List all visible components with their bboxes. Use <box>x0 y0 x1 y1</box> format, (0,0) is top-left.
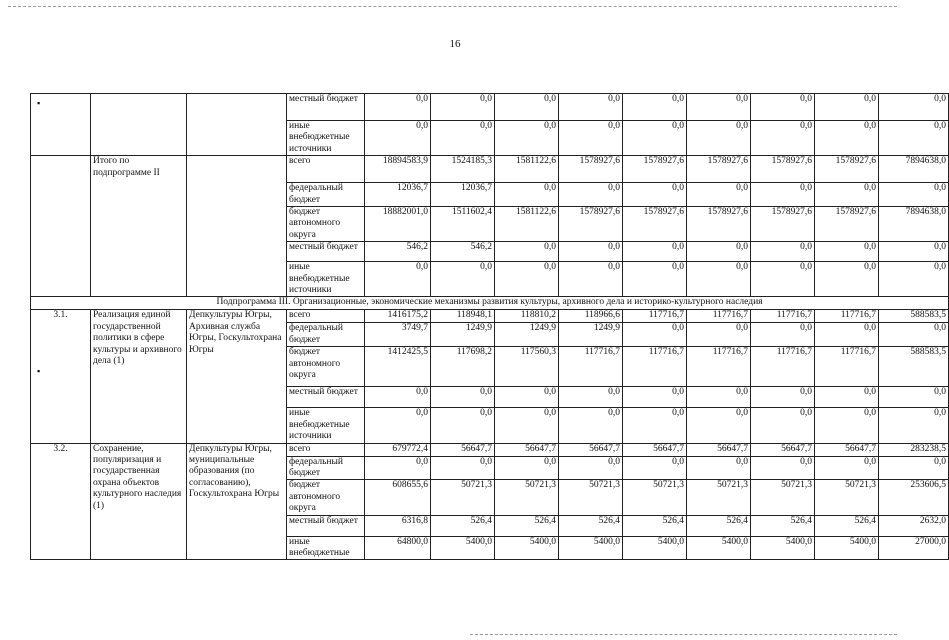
total-value-cell: 253606,5 <box>879 480 949 515</box>
value-cell: 0,0 <box>815 242 879 262</box>
value-cell: 0,0 <box>687 456 751 480</box>
funding-source-cell: иные внебюджетные источники <box>287 262 365 297</box>
funding-source-cell: иные внебюджетные источники <box>287 408 365 443</box>
name-cell: Реализация единой государственной политики в сфере культуры и архивного дела (1) <box>91 310 187 443</box>
value-cell: 0,0 <box>687 387 751 408</box>
value-cell: 0,0 <box>623 94 687 121</box>
value-cell: 0,0 <box>751 242 815 262</box>
value-cell: 0,0 <box>559 456 623 480</box>
value-cell: 0,0 <box>815 183 879 207</box>
total-value-cell: 0,0 <box>879 408 949 443</box>
value-cell: 0,0 <box>365 408 431 443</box>
value-cell: 0,0 <box>365 94 431 121</box>
value-cell: 0,0 <box>495 242 559 262</box>
value-cell: 0,0 <box>815 387 879 408</box>
value-cell: 12036,7 <box>365 183 431 207</box>
value-cell: 0,0 <box>431 262 495 297</box>
value-cell: 526,4 <box>815 515 879 536</box>
value-cell: 117716,7 <box>623 310 687 323</box>
funding-source-cell: федеральный бюджет <box>287 323 365 347</box>
responsible-cell <box>187 94 287 156</box>
total-value-cell: 588583,5 <box>879 347 949 387</box>
table-body <box>31 94 949 560</box>
value-cell: 117560,3 <box>495 347 559 387</box>
value-cell: 1578927,6 <box>687 207 751 242</box>
value-cell: 50721,3 <box>431 480 495 515</box>
value-cell: 526,4 <box>495 515 559 536</box>
code-cell: 3.1. <box>31 310 91 443</box>
code-cell <box>31 156 91 297</box>
value-cell: 1578927,6 <box>559 207 623 242</box>
scan-speck: ▪ <box>37 98 41 108</box>
scan-bottom-rule <box>470 634 897 635</box>
value-cell: 50721,3 <box>815 480 879 515</box>
value-cell: 0,0 <box>495 121 559 156</box>
total-value-cell: 0,0 <box>879 242 949 262</box>
value-cell: 5400,0 <box>559 536 623 560</box>
value-cell: 12036,7 <box>431 183 495 207</box>
value-cell: 0,0 <box>815 262 879 297</box>
value-cell: 1581122,6 <box>495 207 559 242</box>
value-cell: 0,0 <box>365 262 431 297</box>
value-cell: 0,0 <box>623 456 687 480</box>
value-cell: 1578927,6 <box>687 156 751 183</box>
value-cell: 118948,1 <box>431 310 495 323</box>
value-cell: 5400,0 <box>431 536 495 560</box>
code-cell: 3.2. <box>31 443 91 560</box>
value-cell: 0,0 <box>559 387 623 408</box>
table-row <box>31 156 949 183</box>
funding-source-cell: федеральный бюджет <box>287 456 365 480</box>
funding-source-cell: всего <box>287 443 365 456</box>
total-value-cell: 588583,5 <box>879 310 949 323</box>
value-cell: 50721,3 <box>623 480 687 515</box>
value-cell: 0,0 <box>815 94 879 121</box>
value-cell: 0,0 <box>431 121 495 156</box>
value-cell: 50721,3 <box>687 480 751 515</box>
value-cell: 5400,0 <box>687 536 751 560</box>
value-cell: 679772,4 <box>365 443 431 456</box>
value-cell: 0,0 <box>431 456 495 480</box>
scan-speck: ▪ <box>37 366 41 376</box>
value-cell: 0,0 <box>751 121 815 156</box>
value-cell: 0,0 <box>559 183 623 207</box>
value-cell: 0,0 <box>623 408 687 443</box>
value-cell: 1416175,2 <box>365 310 431 323</box>
value-cell: 0,0 <box>751 387 815 408</box>
value-cell: 56647,7 <box>495 443 559 456</box>
value-cell: 50721,3 <box>559 480 623 515</box>
name-cell <box>91 94 187 156</box>
value-cell: 0,0 <box>751 183 815 207</box>
total-value-cell: 0,0 <box>879 183 949 207</box>
value-cell: 117716,7 <box>815 347 879 387</box>
funding-source-cell: федеральный бюджет <box>287 183 365 207</box>
funding-source-cell: бюджет автономного округа <box>287 480 365 515</box>
value-cell: 56647,7 <box>559 443 623 456</box>
value-cell: 0,0 <box>495 456 559 480</box>
value-cell: 50721,3 <box>495 480 559 515</box>
value-cell: 0,0 <box>687 262 751 297</box>
funding-source-cell: всего <box>287 156 365 183</box>
value-cell: 56647,7 <box>687 443 751 456</box>
value-cell: 1581122,6 <box>495 156 559 183</box>
value-cell: 526,4 <box>751 515 815 536</box>
value-cell: 0,0 <box>559 262 623 297</box>
value-cell: 0,0 <box>365 456 431 480</box>
value-cell: 118810,2 <box>495 310 559 323</box>
value-cell: 1578927,6 <box>815 207 879 242</box>
value-cell: 5400,0 <box>495 536 559 560</box>
value-cell: 0,0 <box>687 183 751 207</box>
responsible-cell <box>187 156 287 297</box>
value-cell: 0,0 <box>495 183 559 207</box>
total-value-cell: 0,0 <box>879 456 949 480</box>
value-cell: 64800,0 <box>365 536 431 560</box>
value-cell: 0,0 <box>431 387 495 408</box>
total-value-cell: 27000,0 <box>879 536 949 560</box>
value-cell: 0,0 <box>623 323 687 347</box>
total-value-cell: 0,0 <box>879 262 949 297</box>
value-cell: 56647,7 <box>751 443 815 456</box>
value-cell: 0,0 <box>623 121 687 156</box>
value-cell: 5400,0 <box>751 536 815 560</box>
value-cell: 6316,8 <box>365 515 431 536</box>
value-cell: 1412425,5 <box>365 347 431 387</box>
value-cell: 0,0 <box>751 262 815 297</box>
value-cell: 5400,0 <box>623 536 687 560</box>
funding-source-cell: иные внебюджетные <box>287 536 365 560</box>
value-cell: 1249,9 <box>495 323 559 347</box>
value-cell: 0,0 <box>623 262 687 297</box>
value-cell: 1524185,3 <box>431 156 495 183</box>
value-cell: 0,0 <box>431 94 495 121</box>
value-cell: 0,0 <box>495 387 559 408</box>
funding-source-cell: всего <box>287 310 365 323</box>
value-cell: 608655,6 <box>365 480 431 515</box>
value-cell: 117698,2 <box>431 347 495 387</box>
total-value-cell: 0,0 <box>879 323 949 347</box>
table-row <box>31 94 949 121</box>
table-row <box>31 310 949 323</box>
funding-source-cell: местный бюджет <box>287 242 365 262</box>
value-cell: 0,0 <box>687 242 751 262</box>
value-cell: 0,0 <box>623 183 687 207</box>
value-cell: 1511602,4 <box>431 207 495 242</box>
value-cell: 0,0 <box>559 408 623 443</box>
value-cell: 546,2 <box>431 242 495 262</box>
value-cell: 0,0 <box>751 408 815 443</box>
name-cell: Сохранение, популяризация и государственная охрана объектов культурного наследия (1) <box>91 443 187 560</box>
value-cell: 1578927,6 <box>623 156 687 183</box>
value-cell: 1249,9 <box>559 323 623 347</box>
value-cell: 117716,7 <box>751 310 815 323</box>
value-cell: 1578927,6 <box>815 156 879 183</box>
value-cell: 0,0 <box>365 387 431 408</box>
funding-source-cell: бюджет автономного округа <box>287 347 365 387</box>
value-cell: 117716,7 <box>751 347 815 387</box>
value-cell: 56647,7 <box>623 443 687 456</box>
value-cell: 117716,7 <box>815 310 879 323</box>
value-cell: 0,0 <box>623 242 687 262</box>
value-cell: 1578927,6 <box>559 156 623 183</box>
total-value-cell: 2632,0 <box>879 515 949 536</box>
value-cell: 5400,0 <box>815 536 879 560</box>
value-cell: 526,4 <box>623 515 687 536</box>
section-header-row <box>31 297 949 310</box>
funding-source-cell: местный бюджет <box>287 387 365 408</box>
total-value-cell: 0,0 <box>879 94 949 121</box>
value-cell: 0,0 <box>495 408 559 443</box>
total-value-cell: 0,0 <box>879 387 949 408</box>
table-row <box>31 443 949 456</box>
funding-source-cell: местный бюджет <box>287 94 365 121</box>
value-cell: 526,4 <box>687 515 751 536</box>
total-value-cell: 283238,5 <box>879 443 949 456</box>
value-cell: 18894583,9 <box>365 156 431 183</box>
value-cell: 546,2 <box>365 242 431 262</box>
value-cell: 56647,7 <box>815 443 879 456</box>
value-cell: 50721,3 <box>751 480 815 515</box>
value-cell: 1249,9 <box>431 323 495 347</box>
funding-source-cell: иные внебюджетные источники <box>287 121 365 156</box>
value-cell: 0,0 <box>559 242 623 262</box>
value-cell: 0,0 <box>559 121 623 156</box>
value-cell: 526,4 <box>559 515 623 536</box>
value-cell: 118966,6 <box>559 310 623 323</box>
value-cell: 0,0 <box>623 387 687 408</box>
value-cell: 56647,7 <box>431 443 495 456</box>
funding-source-cell: бюджет автономного округа <box>287 207 365 242</box>
responsible-cell: Депкультуры Югры, муниципальные образования (по согласованию), Госкультохрана Югры <box>187 443 287 560</box>
value-cell: 0,0 <box>751 456 815 480</box>
value-cell: 1578927,6 <box>751 207 815 242</box>
value-cell: 0,0 <box>687 94 751 121</box>
value-cell: 1578927,6 <box>623 207 687 242</box>
value-cell: 0,0 <box>751 323 815 347</box>
value-cell: 0,0 <box>687 121 751 156</box>
value-cell: 0,0 <box>815 456 879 480</box>
value-cell: 117716,7 <box>687 347 751 387</box>
value-cell: 0,0 <box>431 408 495 443</box>
name-cell: Итого по подпрограмме II <box>91 156 187 297</box>
value-cell: 117716,7 <box>687 310 751 323</box>
value-cell: 0,0 <box>495 262 559 297</box>
value-cell: 0,0 <box>687 408 751 443</box>
scan-top-rule <box>8 6 897 7</box>
value-cell: 0,0 <box>559 94 623 121</box>
total-value-cell: 7894638,0 <box>879 156 949 183</box>
responsible-cell: Депкультуры Югры, Архивная служба Югры, Госкультохрана Югры <box>187 310 287 443</box>
section-title: Подпрограмма III. Организационные, экономические механизмы развития культуры, архивного дела и историко-культурного наследия <box>31 297 949 310</box>
value-cell: 0,0 <box>815 121 879 156</box>
total-value-cell: 7894638,0 <box>879 207 949 242</box>
value-cell: 18882001,0 <box>365 207 431 242</box>
value-cell: 0,0 <box>815 408 879 443</box>
page-number: 16 <box>449 38 461 50</box>
value-cell: 1578927,6 <box>751 156 815 183</box>
value-cell: 0,0 <box>365 121 431 156</box>
value-cell: 0,0 <box>751 94 815 121</box>
value-cell: 0,0 <box>495 94 559 121</box>
funding-source-cell: местный бюджет <box>287 515 365 536</box>
value-cell: 0,0 <box>687 323 751 347</box>
value-cell: 3749,7 <box>365 323 431 347</box>
value-cell: 117716,7 <box>623 347 687 387</box>
value-cell: 117716,7 <box>559 347 623 387</box>
value-cell: 0,0 <box>815 323 879 347</box>
total-value-cell: 0,0 <box>879 121 949 156</box>
funding-table <box>30 93 949 560</box>
value-cell: 526,4 <box>431 515 495 536</box>
